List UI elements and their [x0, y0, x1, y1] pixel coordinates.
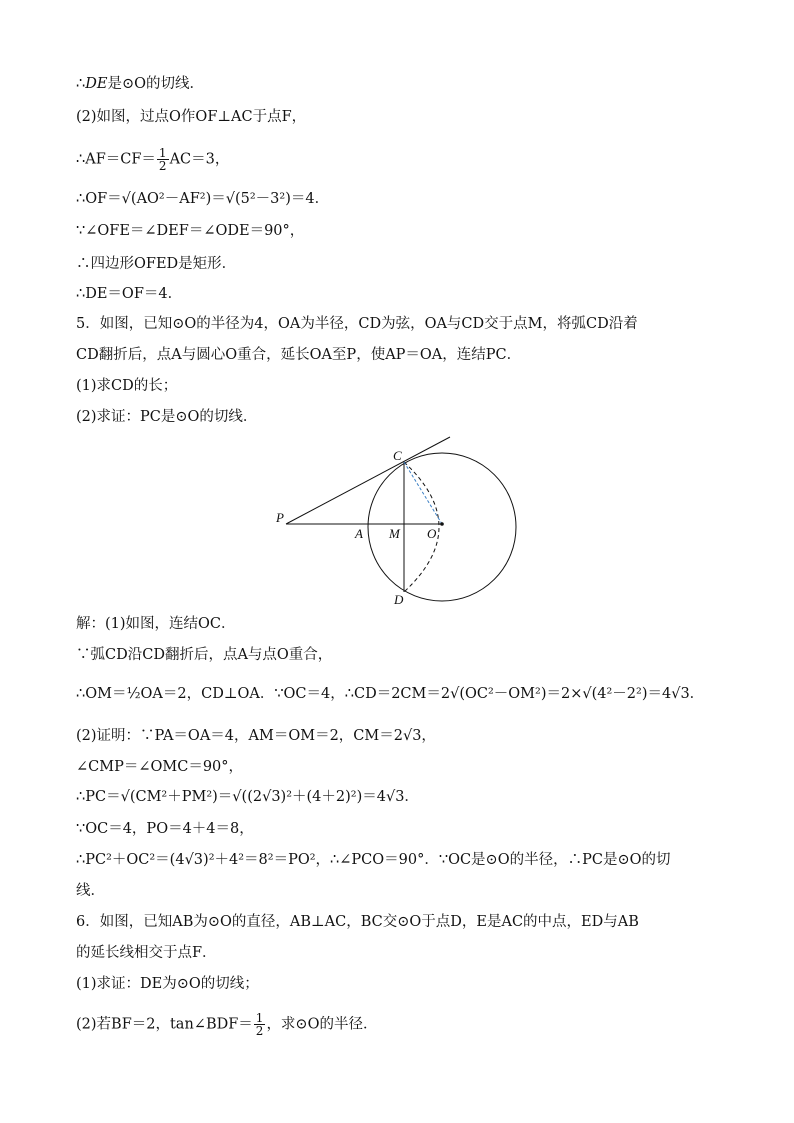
text-line-3 [76, 147, 229, 172]
problem-6-line-2: 的延长线相交于点F． [76, 945, 217, 961]
text-line-4: ∴OF＝√(AO²－AF²)＝√(5²－3²)＝4． [76, 191, 330, 207]
problem-6-question-2-pre: (2)若BF＝2，tan∠BDF＝ [76, 1016, 253, 1033]
text-line-3-pre: ∴AF＝CF＝ [76, 151, 156, 168]
problem-5-line-1: 5．如图，已知⊙O的半径为4，OA为半径，CD为弦，OA与CD交于点M，将弧CD沿着 [76, 316, 638, 332]
label-p: P [276, 510, 284, 525]
fraction-half-2: $\frac{1}{2}$ [255, 1011, 264, 1038]
tangent-pc [286, 437, 450, 524]
problem-6-question-2-post: ，求⊙O的半径． [266, 1016, 378, 1033]
problem-5-question-2: (2)求证：PC是⊙O的切线． [76, 409, 258, 425]
fraction-half: $\frac{1}{2}$ [158, 146, 167, 173]
text-line-6: ∴四边形OFED是矩形． [76, 256, 237, 272]
text-line-1 [76, 74, 204, 94]
solution-line-8: ∴PC²＋OC²＝(4√3)²＋4²＝8²＝PO²，∴∠PCO＝90°．∵OC是⊙O的半径，∴PC是⊙O的切 [76, 852, 671, 868]
solution-line-6: ∴PC＝√(CM²＋PM²)＝√((2√3)²＋(4＋2)²)＝4√3． [76, 789, 419, 805]
solution-line-4: (2)证明：∵PA＝OA＝4，AM＝OM＝2，CM＝2√3， [76, 728, 436, 744]
text-line-1-rest: 是⊙O的切线． [107, 76, 204, 92]
problem-6-line-1: 6．如图，已知AB为⊙O的直径，AB⊥AC，BC交⊙O于点D，E是AC的中点，ED与AB [76, 914, 639, 930]
text-var: DE [85, 76, 108, 92]
text-line-3-post: AC＝3， [169, 151, 230, 168]
label-c: C [393, 448, 402, 463]
solution-line-2: ∵弧CD沿CD翻折后，点A与点O重合， [76, 647, 333, 663]
problem-5-question-1: (1)求CD的长； [76, 378, 178, 394]
text-line-2: (2)如图，过点O作OF⊥AC于点F， [76, 109, 307, 125]
text-prefix: ∴ [76, 76, 86, 92]
problem-6-question-2 [76, 1012, 377, 1037]
solution-line-1: 解：(1)如图，连结OC． [76, 616, 236, 632]
label-m: M [389, 526, 400, 541]
solution-line-9: 线． [76, 883, 105, 899]
solution-line-5: ∠CMP＝∠OMC＝90°， [76, 759, 244, 775]
problem-5-line-2: CD翻折后，点A与圆心O重合，延长OA至P，使AP＝OA，连结PC． [76, 347, 522, 363]
geometry-figure [274, 432, 524, 612]
label-d: D [394, 592, 404, 607]
problem-6-question-1: (1)求证：DE为⊙O的切线； [76, 976, 259, 992]
dashed-oc [404, 462, 442, 524]
label-a: A [355, 526, 363, 541]
solution-line-7: ∵OC＝4，PO＝4＋4＝8， [76, 821, 254, 837]
center-point [440, 522, 444, 526]
text-line-5: ∵∠OFE＝∠DEF＝∠ODE＝90°， [76, 223, 305, 239]
label-o: O [427, 526, 437, 541]
solution-line-3: ∴OM＝½OA＝2，CD⊥OA．∵OC＝4，∴CD＝2CM＝2√(OC²－OM²)＝2×√(4²－2²)＝4√3． [76, 686, 705, 702]
text-line-7: ∴DE＝OF＝4． [76, 286, 183, 302]
